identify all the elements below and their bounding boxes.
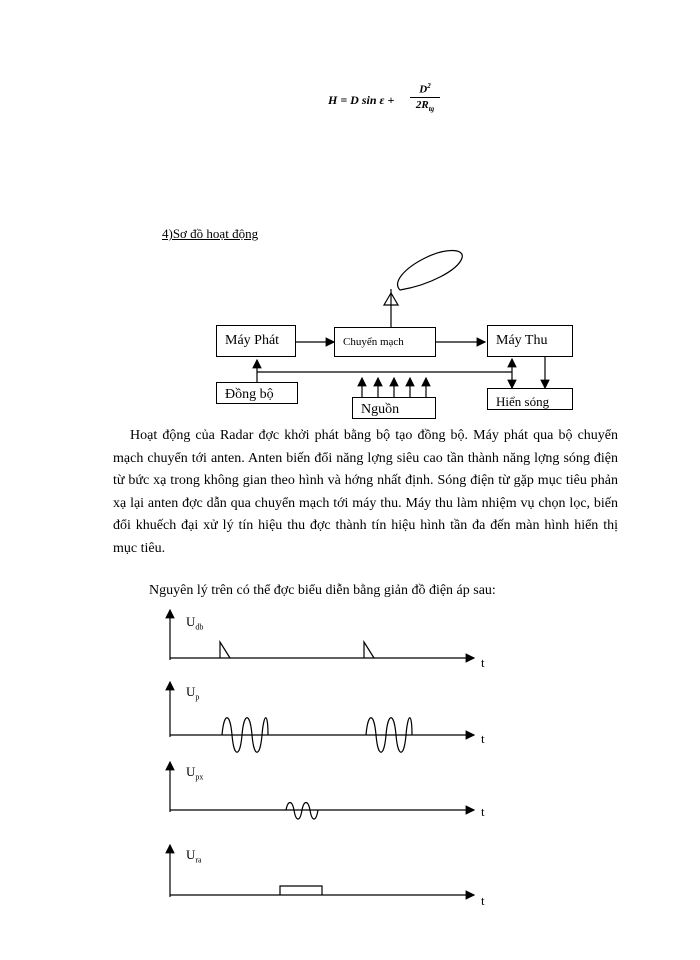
label-up-sub: p <box>195 692 200 702</box>
transmitter-box: Máy Phát <box>216 325 296 357</box>
label-udb-sub: db <box>195 622 204 632</box>
axis-t-2: t <box>481 731 485 746</box>
axis-t-4: t <box>481 893 485 908</box>
label-udb-symbol: U <box>186 614 196 629</box>
denominator-base: 2R <box>415 98 429 111</box>
label-udb <box>186 614 203 632</box>
label-ura-sub: ra <box>195 855 202 865</box>
axis-t-3: t <box>481 804 485 819</box>
plot-ura <box>170 845 474 897</box>
numerator-exponent: 2 <box>427 82 431 90</box>
label-up <box>186 684 199 702</box>
plot-upx <box>170 762 474 819</box>
display-box: Hiển sóng <box>487 388 573 410</box>
sync-box: Đồng bộ <box>216 382 298 404</box>
power-box: Nguồn <box>352 397 436 419</box>
plot-up <box>170 682 474 752</box>
label-up-symbol: U <box>186 684 196 699</box>
label-upx-sub: px <box>195 772 204 782</box>
receiver-box: Máy Thu <box>487 325 573 357</box>
label-ura <box>186 847 202 865</box>
label-upx-symbol: U <box>186 764 196 779</box>
denominator-subscript: tg <box>428 104 435 113</box>
label-ura-symbol: U <box>186 847 196 862</box>
label-upx <box>186 764 203 782</box>
body-paragraph <box>113 425 618 561</box>
antenna-beam-lobe <box>398 251 463 291</box>
plot-udb <box>170 610 474 660</box>
numerator-base: D <box>419 83 428 96</box>
formula-lhs: H = D sin ε + <box>328 93 395 107</box>
diagram-caption: Nguyên lý trên có thể đợc biểu diễn bằng giản đồ điện áp sau: <box>149 583 496 598</box>
axis-t-1: t <box>481 655 485 670</box>
body-paragraph-text: Hoạt động của Radar đợc khởi phát bằng bộ tạo đồng bộ. Máy phát qua bộ chuyển mạch chuyển tới anten. Anten biến đổi năng lợng siêu cao tần thành năng lợng sóng điện từ bức xạ trong không gian theo hình và hớng nhất định. Sóng điện từ gặp mục tiêu phản xạ lại anten đợc dẫn qua chuyển mạch tới máy thu. Máy thu làm nhiệm vụ chọn lọc, biến đổi khuếch đại xử lý tín hiệu thu đợc thành tín hiệu hình tần đa đến màn hình hiển thị mục tiêu. <box>113 428 618 556</box>
section-heading: 4)Sơ đồ hoạt động <box>162 226 259 241</box>
switch-box: Chuyển mạch <box>334 327 436 357</box>
